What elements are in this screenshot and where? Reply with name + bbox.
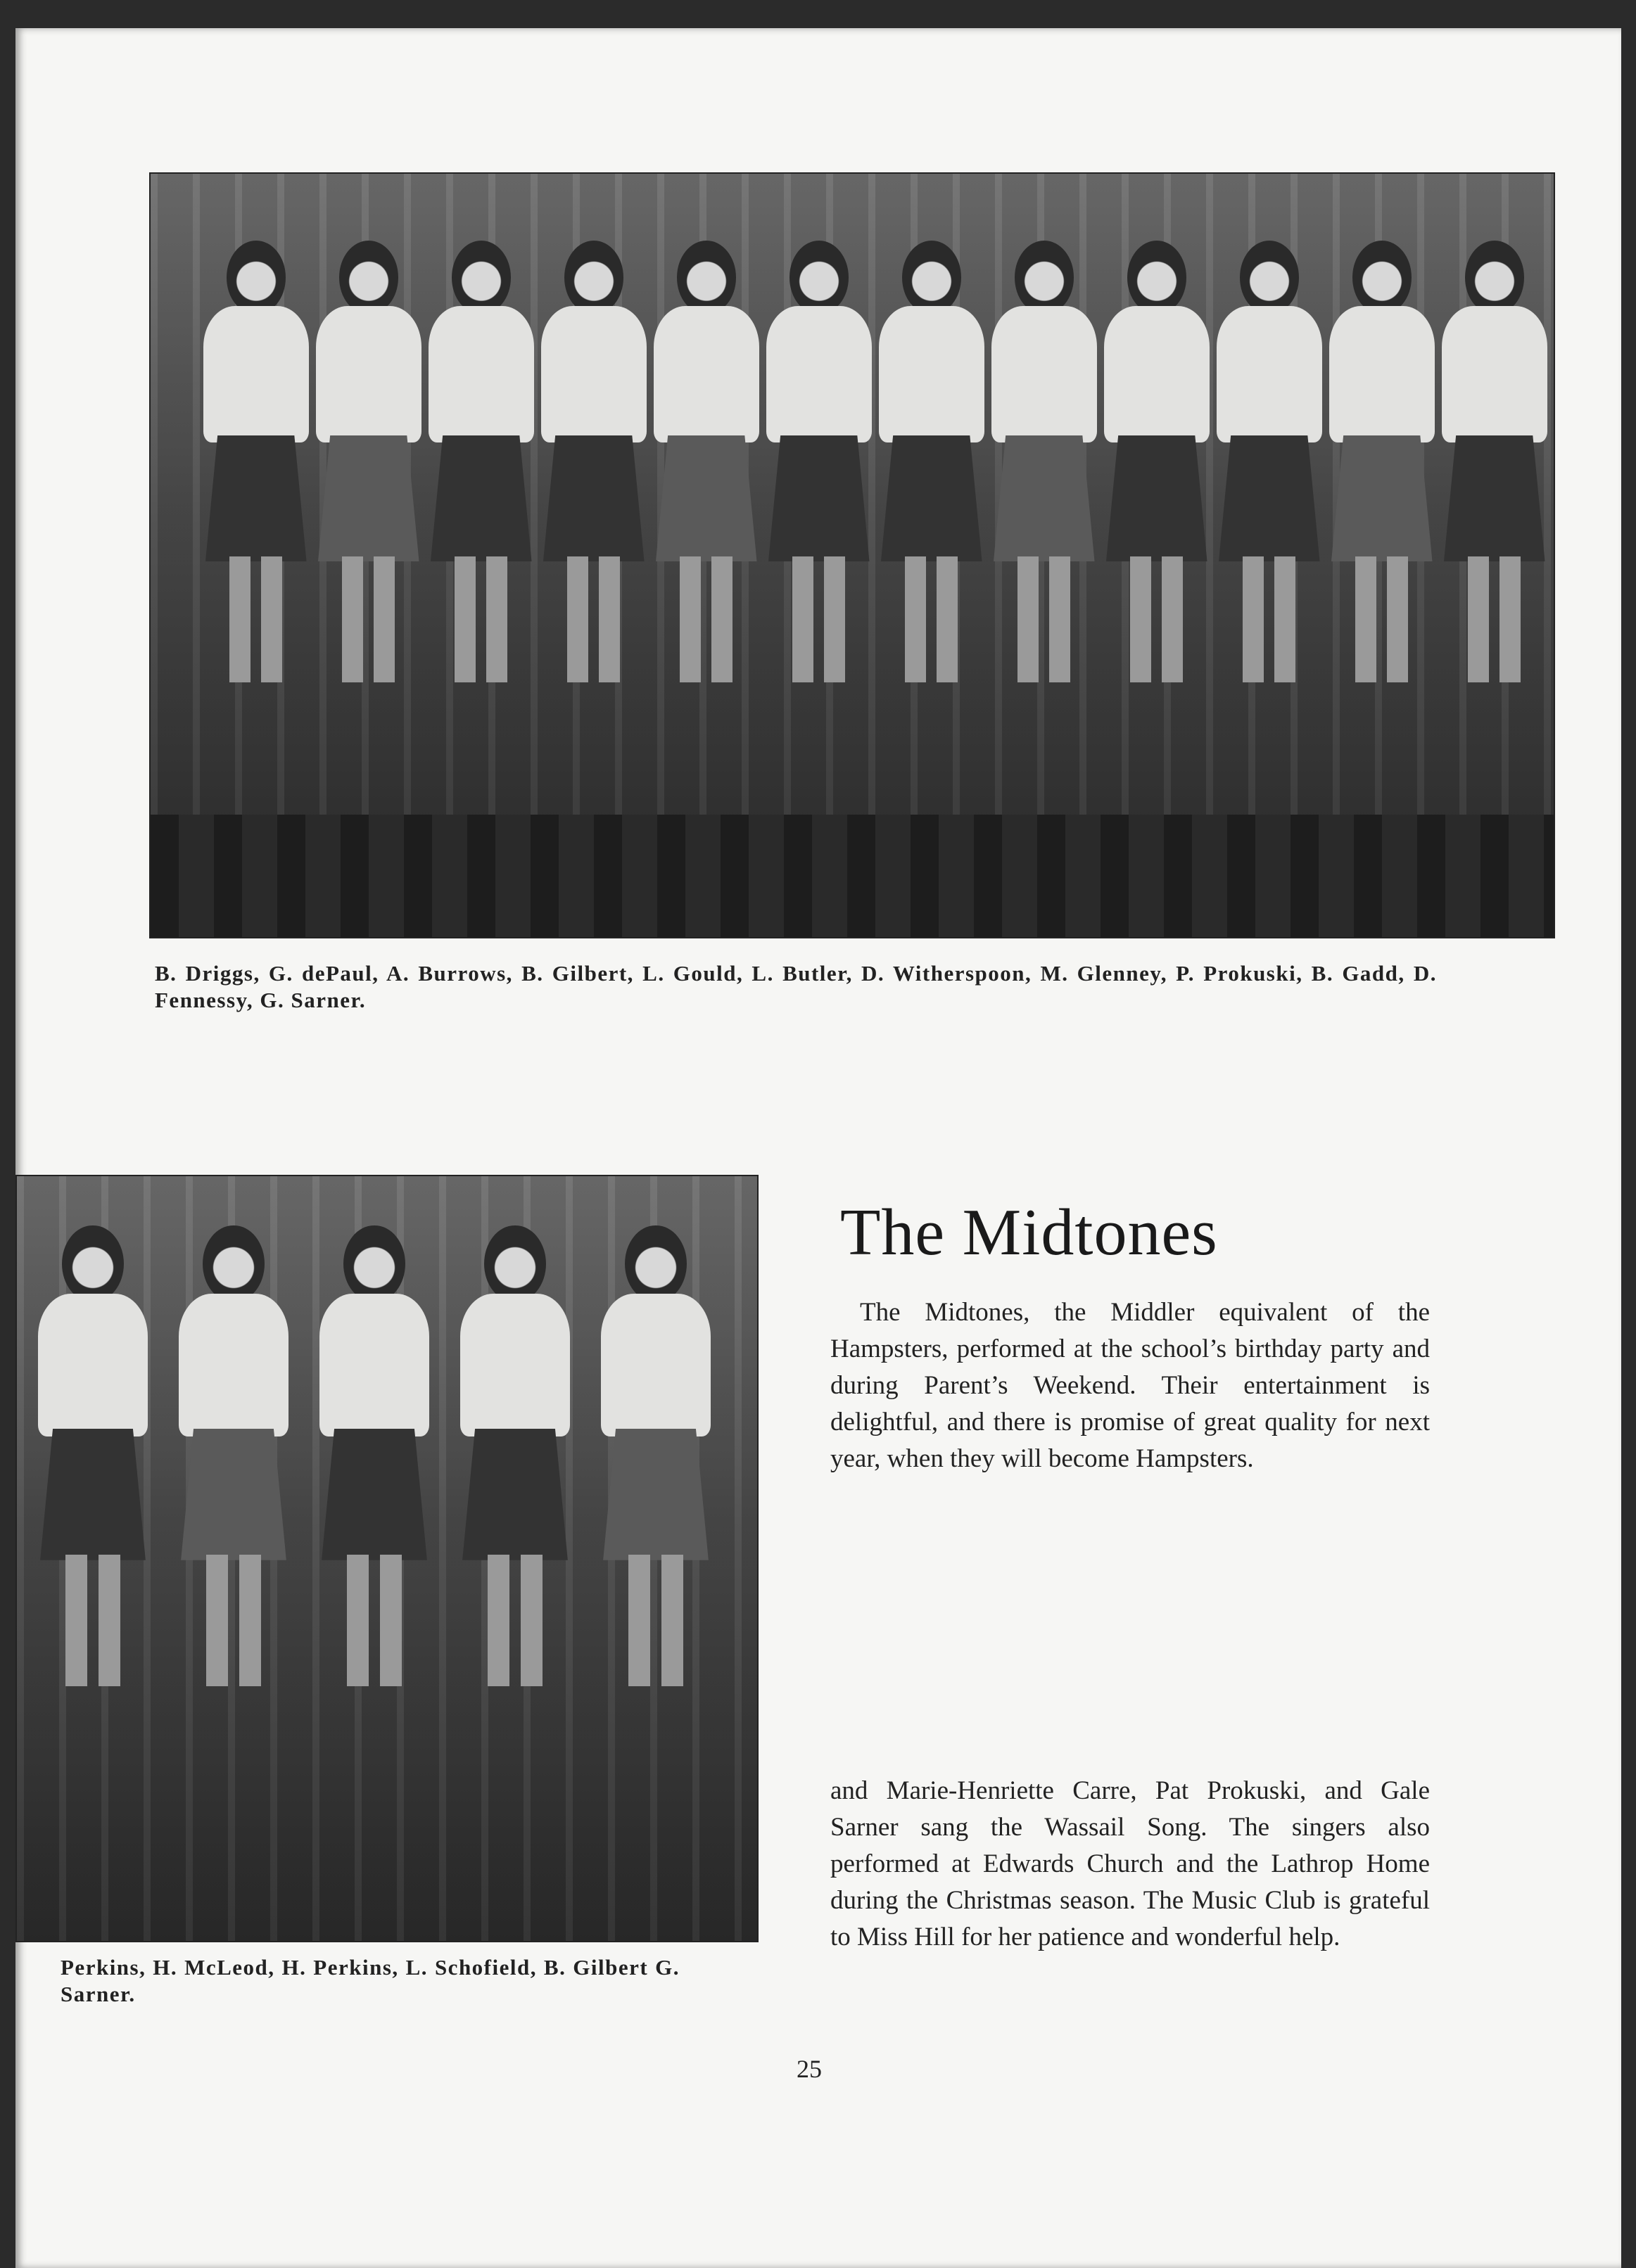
bottom-photo-caption: Perkins, H. McLeod, H. Perkins, L. Schofield, B. Gilbert G. Sarner.	[61, 1955, 680, 2006]
group-photo-top	[149, 172, 1555, 938]
article-paragraph-1: The Midtones, the Middler equivalent of the Hampsters, performed at the school’s birthday party and during Parent’s Weekend. Their entertainment is delightful, and there is promise of great quality for next year, when they will become Hampsters.	[830, 1298, 1430, 1473]
article-title: The Midtones	[840, 1196, 1218, 1269]
yearbook-page	[15, 28, 1621, 2268]
top-photo-caption: B. Driggs, G. dePaul, A. Burrows, B. Gilbert, L. Gould, L. Butler, D. Witherspoon, M. Glenney, P. Prokuski, B. Gadd, D. Fennessy, G. Sarner.	[155, 961, 1437, 1012]
page-number: 25	[797, 2055, 822, 2083]
group-photo-bottom	[15, 1175, 759, 1942]
article-paragraph-2: and Marie-Henriette Carre, Pat Prokuski, and Gale Sarner sang the Wassail Song. The singers also performed at Edwards Church and the Lathrop Home during the Christmas season. The Music Club is grateful to Miss Hill for her patience and wonderful help.	[830, 1776, 1430, 1951]
